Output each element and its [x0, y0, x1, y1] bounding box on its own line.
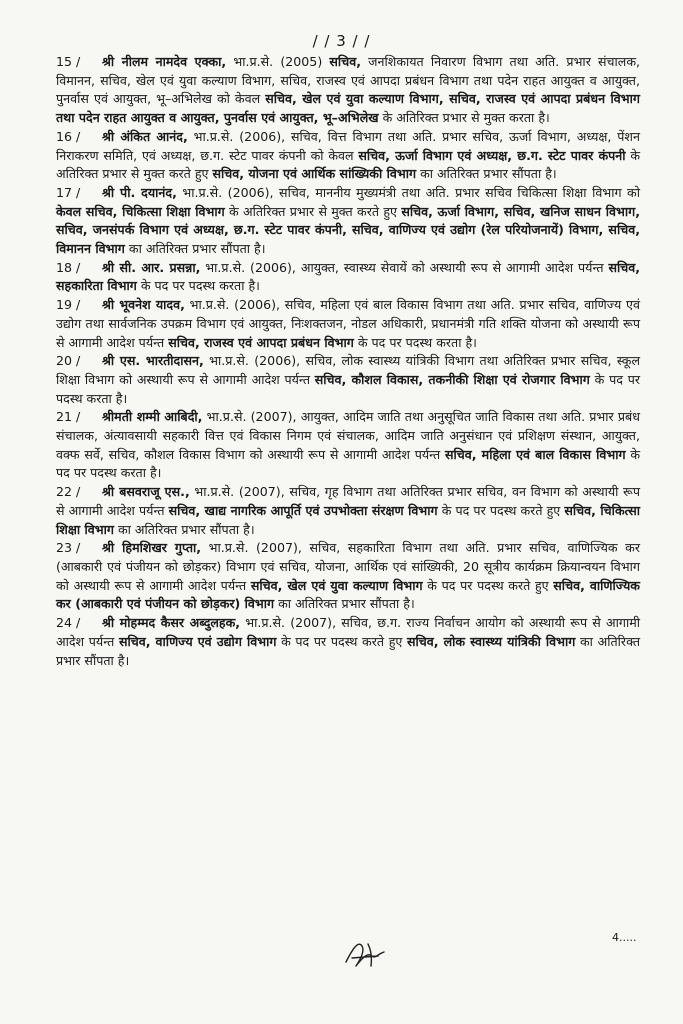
next-page-marker: 4.....: [612, 931, 637, 944]
signature: [338, 936, 398, 972]
emphasized-text: सचिव, कौशल विकास, तकनीकी शिक्षा एवं रोजगार विभाग: [314, 371, 590, 387]
officer-name: श्री भूवनेश यादव,: [102, 297, 185, 313]
order-entry: [56, 128, 640, 184]
officer-name: श्री सी. आर. प्रसन्ना,: [102, 259, 201, 275]
emphasized-text: सचिव, खेल एवं युवा कल्याण विभाग, सचिव, राजस्व एवं आपदा प्रबंधन विभाग तथा पदेन राहत आयुक्त व आयुक्त, पुनर्वास एवं आयुक्त, भू–अभिलेख: [56, 91, 641, 126]
body-text: के पद पर पदस्थ करता है।: [136, 278, 260, 294]
emphasized-text: सचिव, ऊर्जा विभाग एवं अध्यक्ष, छ.ग. स्टेट पावर कंपनी: [358, 147, 626, 163]
body-text: का अतिरिक्त प्रभार सौंपता है।: [56, 633, 641, 668]
body-text: का अतिरिक्त प्रभार सौंपता है।: [113, 521, 255, 537]
entry-number: 15 /: [56, 54, 81, 69]
entry-number: 22 /: [56, 484, 81, 500]
body-text: भा.प्र.से. (2005): [226, 54, 330, 69]
body-text: भा.प्र.से. (2006), आयुक्त, स्वास्थ्य सेवायें को अस्थायी रूप से आगामी आदेश पर्यन्त: [200, 259, 609, 275]
officer-name: श्री अंकित आनंद,: [102, 128, 188, 144]
body-text: का अतिरिक्त प्रभार सौंपता है।: [124, 241, 266, 257]
body-text: के पद पर पदस्थ करते हुए: [276, 633, 408, 649]
emphasized-text: सचिव, वाणिज्य एवं उद्योग विभाग: [118, 633, 277, 649]
entry-number: 16 /: [56, 128, 81, 144]
order-entry: [56, 408, 640, 483]
body-text: भा.प्र.से. (2006), सचिव, वित्त विभाग तथा अति. प्रभार सचिव, ऊर्जा विभाग, अध्यक्ष, पेंशन निराकरण समिति, एवं अध्यक्ष, छ.ग. स्टेट पावर कंपनी को केवल: [56, 128, 640, 163]
order-entry: [56, 614, 640, 670]
officer-name: श्रीमती शम्मी आबिदी,: [102, 409, 203, 425]
emphasized-text: सचिव, ऊर्जा विभाग, सचिव, खनिज साधन विभाग, सचिव, जनसंपर्क विभाग एवं अध्यक्ष, छ.ग. स्टेट पावर कंपनी, सचिव, वाणिज्य एवं उद्योग (रेल परियोजनायें) विभाग, सचिव, विमानन विभाग: [56, 203, 640, 257]
body-text: का अतिरिक्त प्रभार सौंपता है।: [274, 596, 415, 612]
body-text: भा.प्र.से. (2007), सचिव, सहकारिता विभाग तथा अति. प्रभार सचिव, वाणिज्यिक कर (आबकारी एवं पंजीयन को छोड़कर) विभाग एवं सचिव, योजना, आर्थिक एवं सांख्यिकी, 20 सूत्रीय कार्यक्रम क्रियान्वयन विभाग को अस्थायी रूप से आगामी आदेश पर्यन्त: [56, 540, 640, 593]
body-text: जनशिकायत निवारण विभाग तथा अति. प्रभार संचालक, विमानन, सचिव, खेल एवं युवा कल्याण विभाग, सचिव, राजस्व एवं आपदा प्रबंधन विभाग तथा पदेन राहत आयुक्त व आयुक्त, पुनर्वास एवं आयुक्त, भू–अभिलेख को केवल: [56, 54, 641, 107]
officer-name: श्री हिमशिखर गुप्ता,: [102, 540, 202, 556]
officer-name: श्री मोहम्मद कैसर अब्दुलहक,: [102, 615, 241, 631]
emphasized-text: सचिव, खेल एवं युवा कल्याण विभाग: [250, 577, 423, 593]
body-text: के पद पर पदस्थ करते हुए: [422, 577, 554, 593]
entry-number: 19 /: [56, 297, 81, 313]
body-text: भा.प्र.से. (2006), सचिव, माननीय मुख्यमंत्री तथा अति. प्रभार सचिव चिकित्सा शिक्षा विभाग को: [176, 184, 640, 200]
body-text: के पद पर पदस्थ करते हुए: [437, 502, 565, 518]
entry-number: 24 /: [56, 615, 81, 631]
order-entry: [56, 53, 640, 128]
order-entry: [56, 259, 640, 296]
emphasized-text: सचिव, वाणिज्यिक कर (आबकारी एवं पंजीयन को छोड़कर) विभाग: [56, 577, 640, 612]
body-text: के अतिरिक्त प्रभार से मुक्त करता है।: [378, 110, 550, 126]
emphasized-text: सचिव, योजना एवं आर्थिक सांख्यिकी विभाग: [212, 166, 417, 182]
body-text: भा.प्र.से. (2007), सचिव, गृह विभाग तथा अतिरिक्त प्रभार सचिव, वन विभाग को अस्थायी रूप से आगामी आदेश पर्यन्त: [56, 484, 640, 518]
entry-number: 21 /: [56, 409, 81, 425]
emphasized-text: सचिव,: [329, 54, 361, 69]
body-text: के पद पर पदस्थ करता है।: [56, 446, 640, 481]
order-entry: [56, 184, 640, 259]
entry-number: 23 /: [56, 540, 81, 556]
body-text: भा.प्र.से. (2007), आयुक्त, आदिम जाति तथा अनुसूचित जाति विकास तथा अति. प्रभार प्रबंध संचालक, अंत्यावसायी सहकारी वित्त एवं विकास निगम एवं संचालक, आदिम जाति अनुसंधान एवं प्रशिक्षण संस्थान, आयुक्त, वक्फ सर्वे, सचिव, कौशल विकास विभाग को अस्थायी रूप से आगामी आदेश पर्यन्त: [56, 409, 640, 462]
emphasized-text: सचिव, चिकित्सा शिक्षा विभाग: [56, 502, 640, 537]
emphasized-text: सचिव, महिला एवं बाल विकास विभाग: [444, 446, 626, 462]
officer-name: श्री एस. भारतीदासन,: [102, 353, 204, 369]
body-text: भा.प्र.से. (2006), सचिव, महिला एवं बाल विकास विभाग तथा अति. प्रभार सचिव, वाणिज्य एवं उद्योग तथा सार्वजनिक उपक्रम विभाग एवं आयुक्त, निःशक्तजन, नोडल अधिकारी, प्रधानमंत्री गति शक्ति योजना को अस्थायी रूप से आगामी आदेश पर्यन्त: [56, 297, 640, 350]
emphasized-text: सचिव, खाद्य नागरिक आपूर्ति एवं उपभोक्ता संरक्षण विभाग: [168, 502, 438, 518]
entry-number: 18 /: [56, 259, 81, 275]
body-text: भा.प्र.से. (2007), सचिव, छ.ग. राज्य निर्वाचन आयोग को अस्थायी रूप से आगामी आदेश पर्यन्त: [56, 615, 640, 649]
order-entry: [56, 296, 640, 352]
entry-number: 20 /: [56, 353, 81, 369]
order-entry: [56, 352, 640, 408]
order-entry: [56, 483, 640, 539]
emphasized-text: सचिव, लोक स्वास्थ्य यांत्रिकी विभाग: [407, 633, 576, 649]
order-entries: [56, 53, 640, 670]
body-text: के अतिरिक्त प्रभार से मुक्त करते हुए: [224, 203, 402, 219]
emphasized-text: केवल सचिव, चिकित्सा शिक्षा विभाग: [56, 203, 225, 219]
body-text: भा.प्र.से. (2006), सचिव, लोक स्वास्थ्य यांत्रिकी विभाग तथा अतिरिक्त प्रभार सचिव, स्कूल शिक्षा विभाग को अस्थायी रूप से आगामी आदेश पर्यन्त: [56, 353, 640, 387]
body-text: के पद पर पदस्थ करता है।: [353, 334, 477, 350]
page-number: / / 3 / /: [312, 32, 371, 50]
entry-number: 17 /: [56, 184, 81, 200]
officer-name: श्री बसवराजू एस.,: [102, 484, 190, 500]
order-entry: [56, 539, 640, 614]
emphasized-text: सचिव, सहकारिता विभाग: [56, 259, 640, 294]
body-text: के अतिरिक्त प्रभार से मुक्त करते हुए: [56, 147, 641, 182]
emphasized-text: सचिव, राजस्व एवं आपदा प्रबंधन विभाग: [168, 334, 354, 350]
body-text: का अतिरिक्त प्रभार सौंपता है।: [416, 166, 557, 182]
officer-name: श्री पी. दयानंद,: [102, 184, 177, 200]
officer-name: श्री नीलम नामदेव एक्का,: [102, 54, 227, 69]
body-text: के पद पर पदस्थ करता है।: [56, 371, 640, 406]
